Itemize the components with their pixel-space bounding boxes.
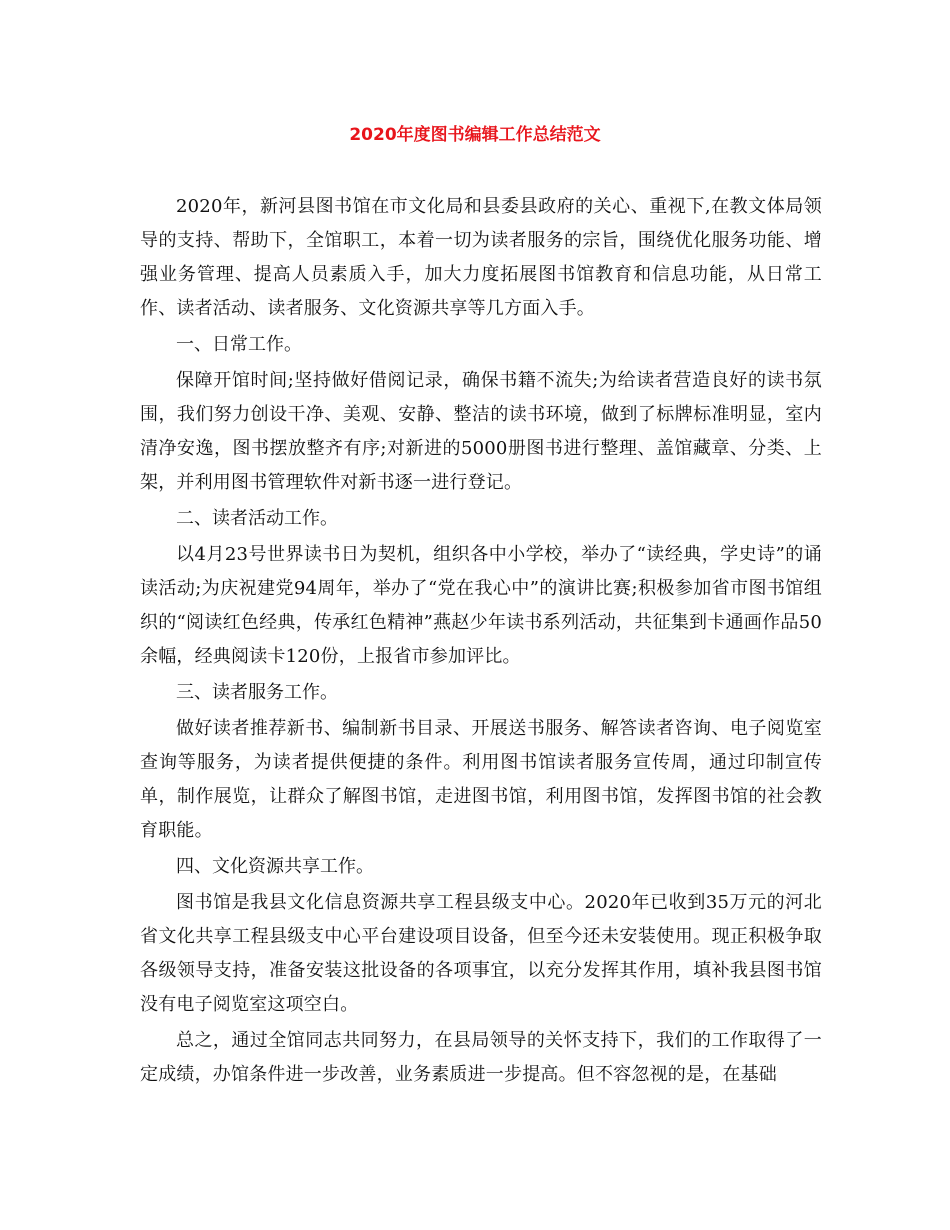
section-heading-daily-work: 一、日常工作。 xyxy=(176,334,302,355)
section-heading-reader-services: 三、读者服务工作。 xyxy=(176,682,338,703)
document-title: 2020年度图书编辑工作总结范文 xyxy=(349,125,601,145)
section-body-daily-work: 保障开馆时间;坚持做好借阅记录，确保书籍不流失;为给读者营造良好的读书氛围，我们努力创设干净、美观、安静、整洁的读书环境，做到了标牌标准明显，室内清净安逸，图书摆放整齐有序;对新进的5000册图书进行整理、盖馆藏章、分类、上架，并利用图书管理软件对新书逐一进行登记。 xyxy=(140,370,822,493)
conclusion-paragraph: 总之，通过全馆同志共同努力，在县局领导的关怀支持下，我们的工作取得了一定成绩，办馆条件进一步改善，业务素质进一步提高。但不容忽视的是，在基础 xyxy=(140,1030,822,1085)
intro-paragraph: 2020年，新河县图书馆在市文化局和县委县政府的关心、重视下,在教文体局领导的支持、帮助下，全馆职工，本着一切为读者服务的宗旨，围绕优化服务功能、增强业务管理、提高人员素质入手，加大力度拓展图书馆教育和信息功能，从日常工作、读者活动、读者服务、文化资源共享等几方面入手。 xyxy=(140,196,822,319)
section-body-reader-activities: 以4月23号世界读书日为契机，组织各中小学校，举办了“读经典，学史诗”的诵读活动;为庆祝建党94周年，举办了“党在我心中”的演讲比赛;积极参加省市图书馆组织的“阅读红色经典，传承红色精神”燕赵少年读书系列活动，共征集到卡通画作品50余幅，经典阅读卡120份，上报省市参加评比。 xyxy=(140,544,822,667)
document-body xyxy=(140,190,822,1094)
section-heading-resource-sharing: 四、文化资源共享工作。 xyxy=(176,856,374,877)
section-heading-reader-activities: 二、读者活动工作。 xyxy=(176,508,338,529)
section-body-resource-sharing: 图书馆是我县文化信息资源共享工程县级支中心。2020年已收到35万元的河北省文化共享工程县级支中心平台建设项目设备，但至今还未安装使用。现正积极争取各级领导支持，准备安装这批设备的各项事宜，以充分发挥其作用，填补我县图书馆没有电子阅览室这项空白。 xyxy=(140,892,822,1015)
section-body-reader-services: 做好读者推荐新书、编制新书目录、开展送书服务、解答读者咨询、电子阅览室查询等服务，为读者提供便捷的条件。利用图书馆读者服务宣传周，通过印制宣传单，制作展览，让群众了解图书馆，走进图书馆，利用图书馆，发挥图书馆的社会教育职能。 xyxy=(140,718,822,841)
